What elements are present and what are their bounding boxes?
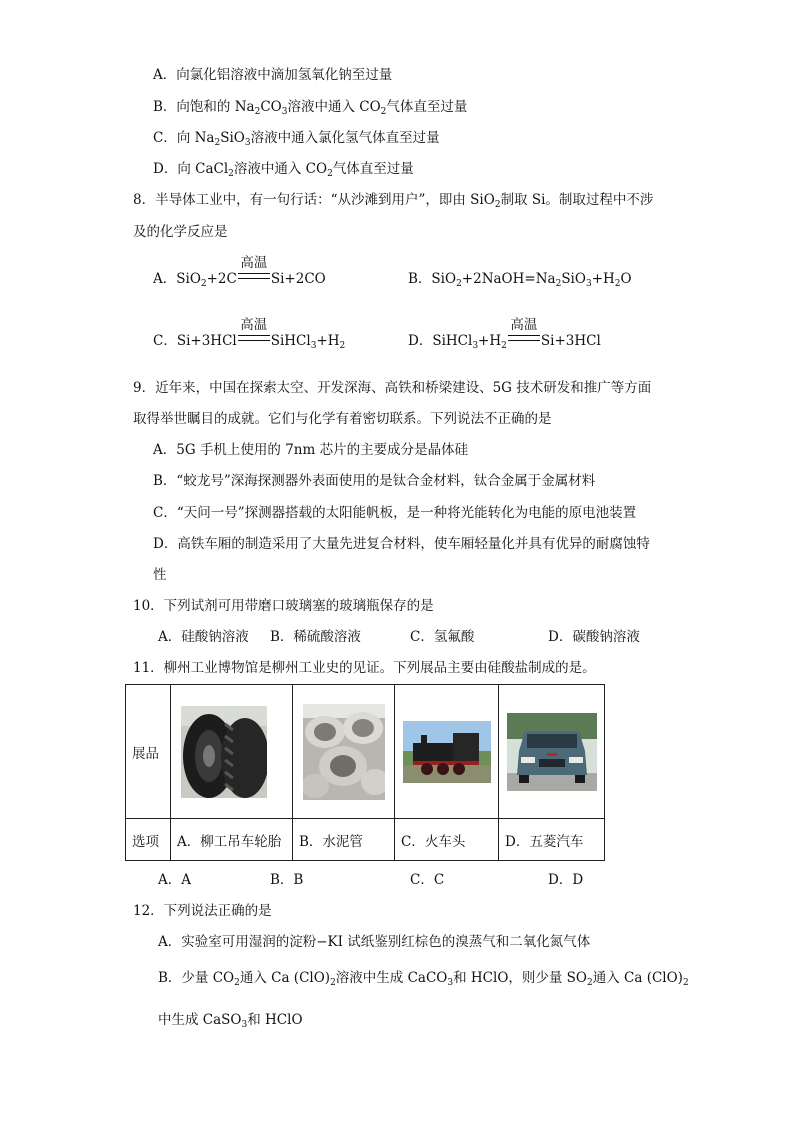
q9-option-d-line2: 性 (153, 567, 167, 583)
q12-option-b-line2: 中生成 CaSO$_3$和 HClO (158, 1012, 303, 1030)
q9-option-a: A．5G 手机上使用的 7nm 芯片的主要成分是晶体硅 (153, 442, 469, 458)
high-temp-condition: 高温 (507, 332, 541, 350)
high-temp-condition: 高温 (237, 270, 271, 288)
exhibit-option-d: D．五菱汽车 (499, 819, 605, 861)
q12-option-b-line1: B．少量 $CO_2$通入 Ca $(ClO)_2$溶液中生成 CaCO$_3$和 HClO，则少量 $SO_2$通入 Ca $(ClO)_2$ (158, 970, 689, 988)
exhibit-cell-c (395, 685, 499, 819)
q8-option-b: B．$SiO_2+2NaOH=Na_2SiO_3+H_2O$ (408, 271, 632, 289)
q7-option-b: B．向饱和的 $Na_2CO_3$溶液中通入 $CO_2$气体直至过量 (153, 99, 468, 117)
exhibit-option-a: A．柳工吊车轮胎 (171, 819, 293, 861)
q9-option-c: C．“天问一号”探测器搭载的太阳能帆板，是一种将光能转化为电能的原电池装置 (153, 505, 637, 521)
q9-stem-line1: 9．近年来，中国在探索太空、开发深海、高铁和桥梁建设、5G 技术研发和推广等方面 (133, 380, 652, 396)
q7-option-a: A．向氯化铝溶液中滴加氢氧化钠至过量 (153, 67, 393, 83)
exhibit-table (125, 684, 605, 861)
q11-option-a: A．A (158, 872, 191, 888)
q8-stem-line2: 及的化学反应是 (133, 224, 228, 240)
q11-option-b: B．B (270, 872, 304, 888)
q8-option-a: A．SiO$_2$+2C 高温 Si+2CO (153, 255, 326, 289)
q10-stem: 10．下列试剂可用带磨口玻璃塞的玻璃瓶保存的是 (133, 598, 434, 614)
cement-pipe-image (303, 704, 385, 800)
high-temp-condition: 高温 (237, 332, 271, 350)
q8-option-c: C．Si+3HCl 高温 $SiHCl_3+H_2$ (153, 317, 346, 351)
q12-stem: 12．下列说法正确的是 (133, 903, 272, 919)
q9-option-b: B．“蛟龙号”深海探测器外表面使用的是钛合金材料，钛合金属于金属材料 (153, 473, 596, 489)
exhibit-cell-a (171, 685, 293, 819)
q9-stem-line2: 取得举世瞩目的成就。它们与化学有着密切联系。下列说法不正确的是 (133, 411, 552, 427)
q10-option-d: D．碳酸钠溶液 (548, 629, 640, 645)
q10-option-b: B．稀硫酸溶液 (270, 629, 361, 645)
exhibit-row-label: 展品 (126, 685, 171, 819)
option-row-label: 选项 (126, 819, 171, 861)
q9-option-d-line1: D．高铁车厢的制造采用了大量先进复合材料，使车厢轻量化并具有优异的耐腐蚀特 (153, 536, 650, 552)
locomotive-image (403, 721, 491, 783)
tire-image (181, 706, 267, 798)
q11-option-c: C．C (410, 872, 445, 888)
q7-option-c: C．向 $Na_2SiO_3$溶液中通入氯化氢气体直至过量 (153, 130, 440, 148)
q10-option-c: C．氢氟酸 (410, 629, 475, 645)
q8-stem-line1: 8．半导体工业中，有一句行话：“从沙滩到用户”，即由 SiO$_2$制取 Si。制取过程中不涉 (133, 192, 654, 210)
q11-option-d: D．D (548, 872, 584, 888)
q7-option-d: D．向 CaCl$_2$溶液中通入 $CO_2$气体直至过量 (153, 161, 414, 179)
exhibit-option-b: B．水泥管 (293, 819, 395, 861)
exhibit-cell-b (293, 685, 395, 819)
exhibit-option-c: C．火车头 (395, 819, 499, 861)
q12-option-a: A．实验室可用湿润的淀粉−KI 试纸鉴别红棕色的溴蒸气和二氧化氮气体 (158, 934, 591, 950)
q10-option-a: A．硅酸钠溶液 (158, 629, 249, 645)
q8-option-d: D．$SiHCl_3+H_2$ 高温 Si+3HCl (408, 317, 601, 351)
q11-stem: 11．柳州工业博物馆是柳州工业史的见证。下列展品主要由硅酸盐制成的是。 (133, 660, 596, 676)
exhibit-cell-d (499, 685, 605, 819)
car-image (507, 713, 597, 791)
